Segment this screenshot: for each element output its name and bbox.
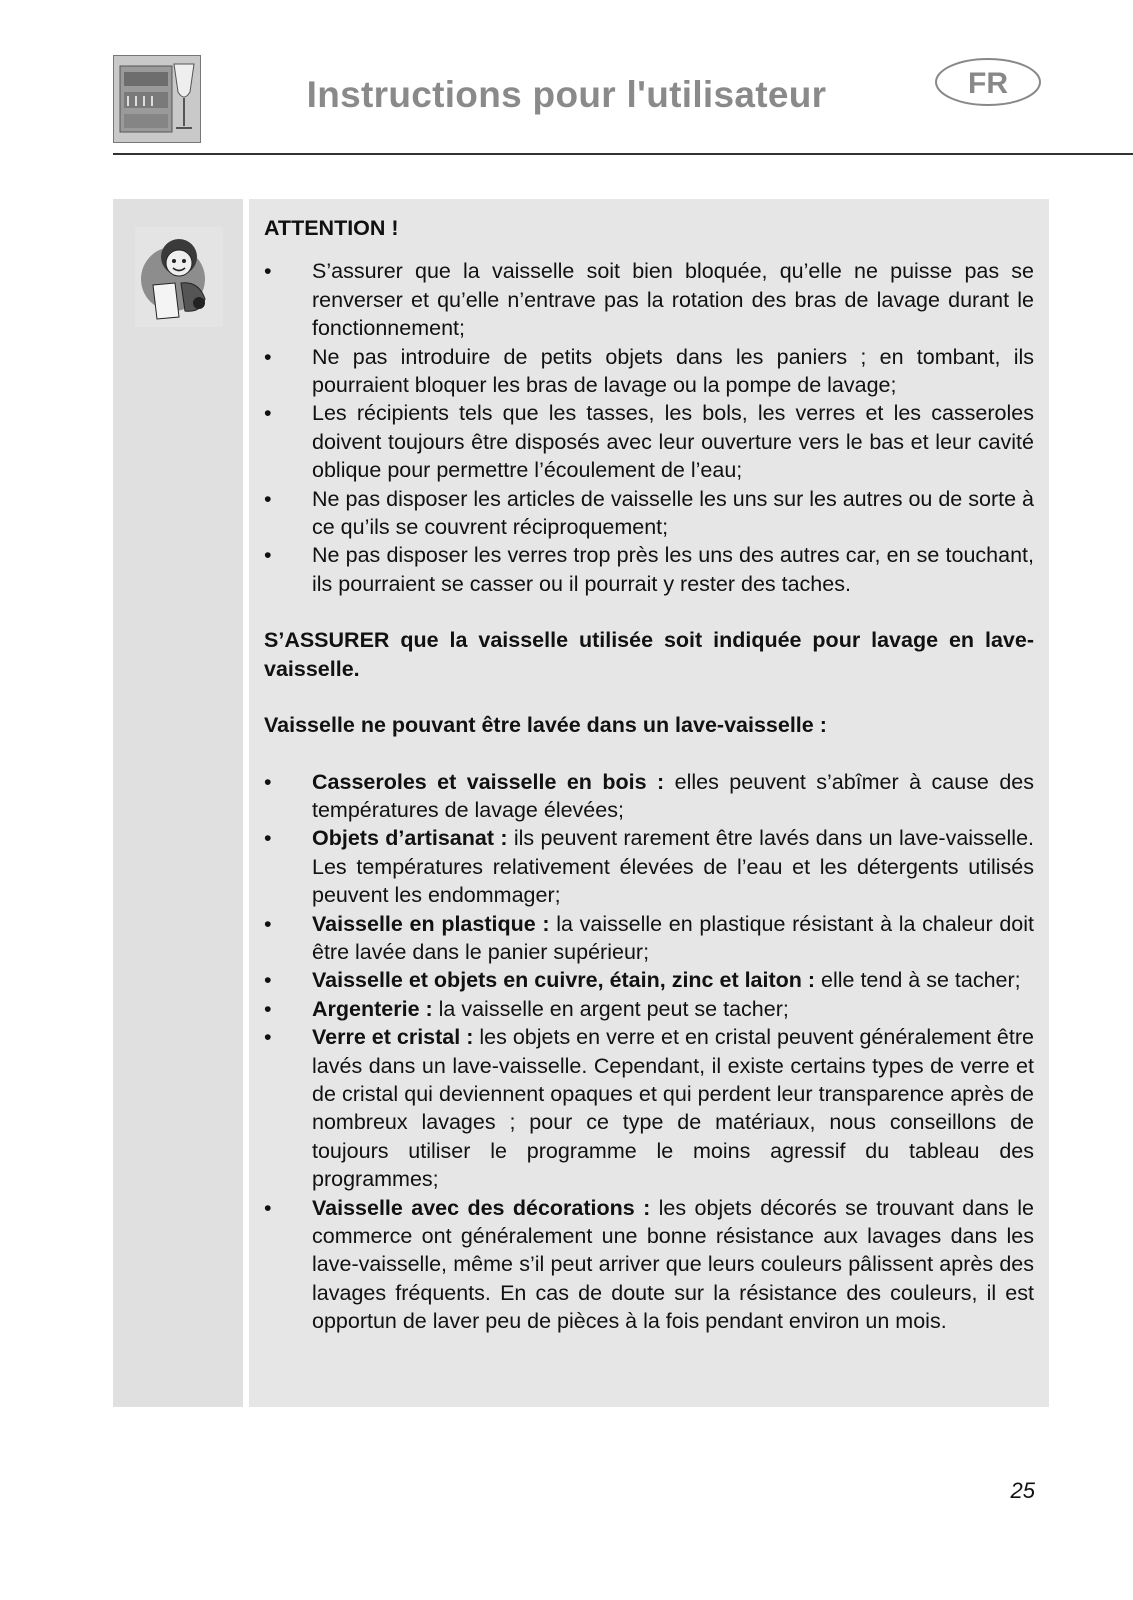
header-divider <box>113 153 1133 155</box>
item-term: Argenterie : <box>312 996 433 1021</box>
item-term: Verre et cristal : <box>312 1025 474 1050</box>
list-item: • Les récipients tels que les tasses, les bols, les verres et les casseroles doivent toujours être disposés avec leur ouverture vers le bas et leur cavité oblique pour permettre l’écoulement de l’eau; <box>264 399 1034 484</box>
page-title: Instructions pour l'utilisateur <box>306 74 827 115</box>
side-column <box>113 199 243 1407</box>
list-item <box>264 1194 1034 1336</box>
list-item <box>264 824 1034 909</box>
item-text: la vaisselle en argent peut se tacher; <box>432 996 789 1021</box>
list-item <box>264 910 1034 967</box>
list-item: • S’assurer que la vaisselle soit bien bloquée, qu’elle ne puisse pas se renverser et qu’elle n’entrave pas la rotation des bras de lavage durant le fonctionnement; <box>264 257 1034 342</box>
unsuitable-heading: Vaisselle ne pouvant être lavée dans un lave-vaisselle : <box>264 713 827 738</box>
language-badge <box>933 56 1043 108</box>
list-item <box>264 995 1034 1023</box>
attention-list <box>264 257 1034 598</box>
list-item: • Ne pas disposer les articles de vaisselle les uns sur les autres ou de sorte à ce qu’ils se couvrent réciproquement; <box>264 485 1034 542</box>
item-term: Casseroles et vaisselle en bois : <box>312 769 665 794</box>
item-text: ils peuvent rarement être lavés dans un lave-vaisselle. Les températures relativement élevées de l’eau et les détergents utilisés peuvent les endommager; <box>312 826 1034 908</box>
language-code: FR <box>968 67 1008 100</box>
item-term: Objets d’artisanat : <box>312 826 508 851</box>
list-item <box>264 1023 1034 1193</box>
item-text: elles peuvent s’abîmer à cause des températures de lavage élevées; <box>312 769 1034 822</box>
item-text: les objets en verre et en cristal peuvent généralement être lavés dans un lave-vaisselle. Cependant, il existe certains types de verre et de cristal qui deviennent opaques et qui perdent leur transparence après de nombreux lavages ; pour ce type de matériaux, nous conseillons de toujours utiliser le programme le moins agressif du tableau des programmes; <box>312 1025 1034 1192</box>
item-term: Vaisselle en plastique : <box>312 911 550 936</box>
list-item <box>264 768 1034 825</box>
item-text: les objets décorés se trouvant dans le commerce ont généralement une bonne résistance aux lavages dans les lave-vaisselle, même s’il peut arriver que leurs couleurs pâlissent après des lavages fréquents. En cas de doute sur la résistance des couleurs, il est opportun de laver peu de pièces à la fois pendant environ un mois. <box>312 1195 1034 1334</box>
item-text: elle tend à se tacher; <box>815 968 1021 993</box>
list-item: • Ne pas introduire de petits objets dans les paniers ; en tombant, ils pourraient bloquer les bras de lavage ou la pompe de lavage; <box>264 343 1034 400</box>
list-item: • Ne pas disposer les verres trop près les uns des autres car, en se touchant, ils pourraient se casser ou il pourrait y rester des taches. <box>264 541 1034 598</box>
page-number: 25 <box>1010 1478 1035 1503</box>
item-text: la vaisselle en plastique résistant à la chaleur doit être lavée dans le panier supérieur; <box>312 911 1034 964</box>
list-item <box>264 966 1034 994</box>
instruction-text <box>264 214 1034 1336</box>
item-term: Vaisselle et objets en cuivre, étain, zinc et laiton : <box>312 968 816 993</box>
suitability-notice: S’ASSURER que la vaisselle utilisée soit indiquée pour lavage en lave-vaisselle. <box>264 628 1034 681</box>
unsuitable-list <box>264 768 1034 1336</box>
mascot-warning-icon <box>135 227 223 327</box>
attention-heading: ATTENTION ! <box>264 216 399 240</box>
item-term: Vaisselle avec des décorations : <box>312 1195 651 1220</box>
